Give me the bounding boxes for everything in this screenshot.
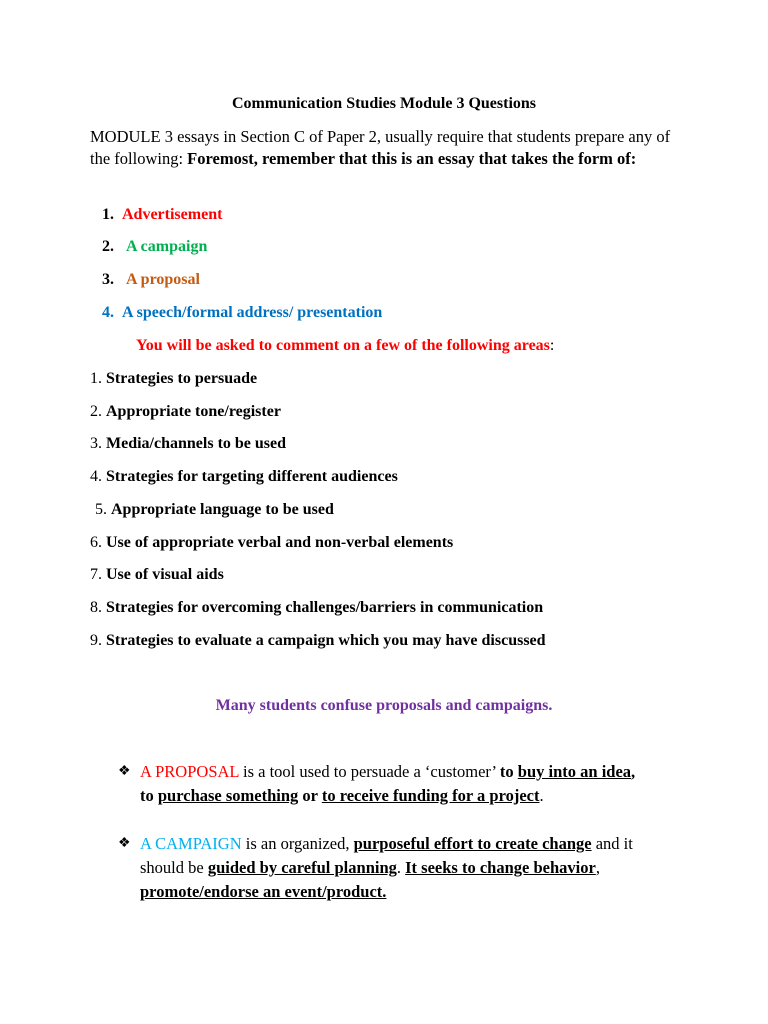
area-item [90,630,546,652]
area-label: Appropriate tone/register [106,403,281,420]
campaign-underline: promote/endorse an event/product. [140,882,387,901]
proposal-bullet [118,760,678,808]
essay-type-number: 1. [102,206,114,223]
proposal-bold: or [298,786,322,805]
proposal-underline: to receive funding for a project [321,786,540,805]
confusion-note: Many students confuse proposals and campaigns. [215,697,553,714]
area-label: Strategies for targeting different audiences [106,468,398,485]
proposal-text: . [539,786,544,805]
area-item [90,564,224,586]
areas-heading-text: You will be asked to comment on a few of the following areas [136,337,550,354]
essay-type-number: 2. [102,238,114,255]
area-number: 6. [90,534,102,551]
essay-type-label: Advertisement [122,206,223,223]
area-number: 4. [90,468,102,485]
diamond-bullet-icon: ❖ [118,836,131,851]
intro-text: MODULE 3 essays in Section C of Paper 2, usually require that students prepare any of the following: [90,127,671,168]
area-item [90,368,257,390]
campaign-text: , [595,858,600,877]
area-label: Strategies to persuade [106,370,258,387]
area-item [90,466,398,488]
area-label: Use of visual aids [106,566,224,583]
proposal-underline: buy into an idea [517,762,632,781]
area-label: Use of appropriate verbal and non-verbal elements [106,534,454,551]
essay-type-item [102,236,207,258]
area-label: Media/channels to be used [106,435,287,452]
area-item [95,499,334,521]
campaign-definition [140,832,678,904]
campaign-bullet [118,832,678,904]
proposal-underline: purchase something [157,786,299,805]
areas-heading [136,335,554,357]
area-label: Strategies to evaluate a campaign which you may have discussed [106,632,546,649]
area-label: Strategies for overcoming challenges/barriers in communication [106,599,544,616]
essay-type-label: A speech/formal address/ presentation [122,304,383,321]
campaign-underline: purposeful effort to create change [353,834,592,853]
essay-type-label: A proposal [126,271,200,288]
proposal-bold: to [140,786,158,805]
area-number: 8. [90,599,102,616]
document-title: Communication Studies Module 3 Questions [231,95,537,112]
area-item [90,401,281,423]
proposal-bold: , [631,762,636,781]
diamond-bullet-icon: ❖ [118,764,131,779]
area-number: 5. [95,501,107,518]
campaign-underline: It seeks to change behavior [405,858,596,877]
proposal-term: A PROPOSAL [140,762,239,781]
area-number: 9. [90,632,102,649]
essay-type-label: A campaign [126,238,208,255]
area-number: 7. [90,566,102,583]
essay-type-item [102,204,222,226]
essay-type-number: 4. [102,304,114,321]
essay-type-item [102,302,382,324]
area-number: 2. [90,403,102,420]
essay-type-number: 3. [102,271,114,288]
area-label: Appropriate language to be used [111,501,334,518]
area-item [90,597,543,619]
campaign-underline: guided by careful planning [207,858,397,877]
proposal-text: is a tool used to persuade a ‘customer’ [238,762,500,781]
proposal-bold: to [499,762,518,781]
intro-bold-text: Foremost, remember that this is an essay that takes the form of: [187,149,637,168]
campaign-text: is an organized, [241,834,354,853]
area-number: 1. [90,370,102,387]
campaign-text: . [396,858,406,877]
areas-heading-suffix: : [549,337,555,354]
intro-paragraph [90,126,690,170]
essay-type-item [102,269,200,291]
area-item [90,433,286,455]
area-item [90,532,453,554]
area-number: 3. [90,435,102,452]
campaign-text: and it should be [140,834,633,877]
campaign-term: A CAMPAIGN [140,834,242,853]
proposal-definition [140,760,678,808]
